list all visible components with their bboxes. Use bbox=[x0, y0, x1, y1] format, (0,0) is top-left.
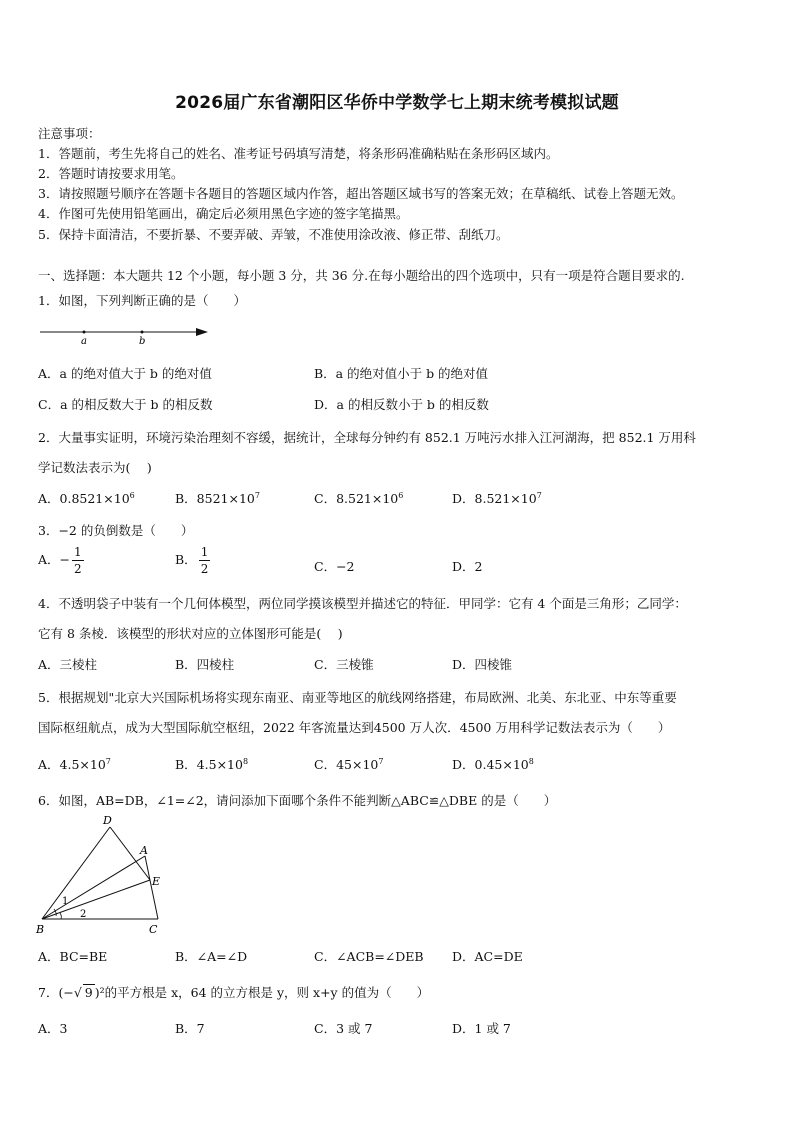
q1-option-b: B．a 的绝对值小于 b 的绝对值 bbox=[314, 366, 489, 381]
q4-stem-line1: 4．不透明袋子中装有一个几何体模型，两位同学摸该模型并描述它的特征．甲同学：它有 4 个面是三角形；乙同学： bbox=[38, 596, 687, 611]
q3-option-d: D．2 bbox=[452, 559, 483, 574]
note-item: 2．答题时请按要求用笔。 bbox=[38, 166, 184, 181]
q5-stem-line2: 国际枢纽航点，成为大型国际航空枢纽，2022 年客流量达到4500 万人次．4500 万用科学记数法表示为（ ） bbox=[38, 720, 671, 735]
q7-option-a: A．3 bbox=[38, 1021, 68, 1036]
q3-option-b: B． $\frac{1}{2}$ bbox=[175, 545, 209, 576]
q4-option-b: B．四棱柱 bbox=[175, 657, 235, 672]
q6-option-b: B．∠A=∠D bbox=[175, 949, 248, 964]
q5-option-b: B．$4.5\times 10^8$ bbox=[175, 756, 249, 772]
q2-option-b: B．$8521\times 10^7$ bbox=[175, 490, 260, 506]
note-item: 5．保持卡面清洁，不要折暴、不要弄破、弄皱，不准使用涂改液、修正带、刮纸刀。 bbox=[38, 227, 509, 242]
q2-stem-line2: 学记数法表示为( ) bbox=[38, 460, 152, 475]
q5-option-a: A．$4.5\times 10^7$ bbox=[38, 756, 111, 772]
q7-option-c: C．3 或 7 bbox=[314, 1021, 373, 1036]
label-d: D bbox=[103, 814, 112, 827]
fraction: $\frac{1}{2}$ bbox=[200, 545, 209, 576]
sqrt-radicand: 9 bbox=[84, 985, 93, 1000]
q1-option-c: C．a 的相反数大于 b 的相反数 bbox=[38, 397, 213, 412]
angle-2-arc bbox=[60, 913, 61, 919]
q4-option-c: C．三棱锥 bbox=[314, 657, 374, 672]
q4-option-d: D．四棱锥 bbox=[452, 657, 513, 672]
q6-option-a: A．BC=BE bbox=[38, 949, 108, 964]
q2-option-a: A．$0.8521\times 10^6$ bbox=[38, 490, 135, 506]
label-angle-2: 2 bbox=[80, 909, 87, 920]
point-b-dot bbox=[141, 331, 144, 334]
q5-option-c: C．$45\times 10^7$ bbox=[314, 756, 384, 772]
point-b-label: b bbox=[139, 336, 146, 347]
q2-option-d: D．$8.521\times 10^7$ bbox=[452, 490, 542, 506]
q4-stem-line2: 它有 8 条棱．该模型的形状对应的立体图形可能是( ) bbox=[38, 626, 343, 641]
q3-option-c: C．−2 bbox=[314, 559, 355, 574]
q5-stem-line1: 5．根据规划"北京大兴国际机场将实现东南亚、南亚等地区的航线网络搭建，布局欧洲、北美、东北亚、中东等重要 bbox=[38, 690, 677, 705]
q2-option-c: C．$8.521\times 10^6$ bbox=[314, 490, 404, 506]
q1-option-d: D．a 的相反数小于 b 的相反数 bbox=[314, 397, 489, 412]
q6-option-d: D．AC=DE bbox=[452, 949, 523, 964]
number-line-figure bbox=[38, 324, 218, 348]
q5-option-d: D．$0.45\times 10^8$ bbox=[452, 756, 534, 772]
label-a: A bbox=[140, 844, 148, 857]
q7-option-b: B．7 bbox=[175, 1021, 205, 1036]
q3-stem: 3．−2 的负倒数是（ ） bbox=[38, 523, 194, 538]
q6-option-c: C．∠ACB=∠DEB bbox=[314, 949, 424, 964]
section-heading: 一、选择题：本大题共 12 个小题，每小题 3 分，共 36 分.在每小题给出的四个选项中，只有一项是符合题目要求的. bbox=[38, 268, 685, 283]
q1-option-a: A．a 的绝对值大于 b 的绝对值 bbox=[38, 366, 212, 381]
label-e: E bbox=[152, 875, 161, 888]
notes-heading: 注意事项： bbox=[38, 126, 101, 141]
q6-stem: 6．如图，AB=DB，∠1=∠2，请问添加下面哪个条件不能判断△ABC≌△DBE 的是（ ） bbox=[38, 793, 557, 808]
note-item: 1．答题前，考生先将自己的姓名、准考证号码填写清楚，将条形码准确粘贴在条形码区域内。 bbox=[38, 146, 559, 161]
q3-option-a: A．− $\frac{1}{2}$ bbox=[38, 545, 82, 576]
label-angle-1: 1 bbox=[62, 896, 69, 907]
segment-bd bbox=[42, 827, 110, 919]
q1-stem: 1．如图，下列判断正确的是（ ） bbox=[38, 293, 246, 308]
point-a-dot bbox=[83, 331, 86, 334]
sqrt-symbol: √ bbox=[73, 985, 82, 1000]
label-c: C bbox=[149, 923, 158, 936]
q4-option-a: A．三棱柱 bbox=[38, 657, 98, 672]
number-line-arrow bbox=[196, 328, 208, 336]
exam-title: 2026届广东省潮阳区华侨中学数学七上期末统考模拟试题 bbox=[175, 93, 619, 113]
fraction: $\frac{1}{2}$ bbox=[74, 545, 82, 576]
point-a-label: a bbox=[81, 336, 87, 347]
triangle-figure bbox=[30, 812, 170, 937]
label-b: B bbox=[36, 923, 45, 936]
note-item: 4．作图可先使用铅笔画出，确定后必须用黑色字迹的签字笔描黑。 bbox=[38, 206, 409, 221]
note-item: 3．请按照题号顺序在答题卡各题目的答题区域内作答，超出答题区域书写的答案无效；在草稿纸、试卷上答题无效。 bbox=[38, 186, 684, 201]
q7-stem: 7．(−√ 9 )²的平方根是 x，64 的立方根是 y，则 x+y 的值为（ ） bbox=[38, 985, 430, 1000]
q2-stem-line1: 2．大量事实证明，环境污染治理刻不容缓，据统计，全球每分钟约有 852.1 万吨污水排入江河湖海，把 852.1 万用科 bbox=[38, 430, 696, 445]
q7-option-d: D．1 或 7 bbox=[452, 1021, 511, 1036]
